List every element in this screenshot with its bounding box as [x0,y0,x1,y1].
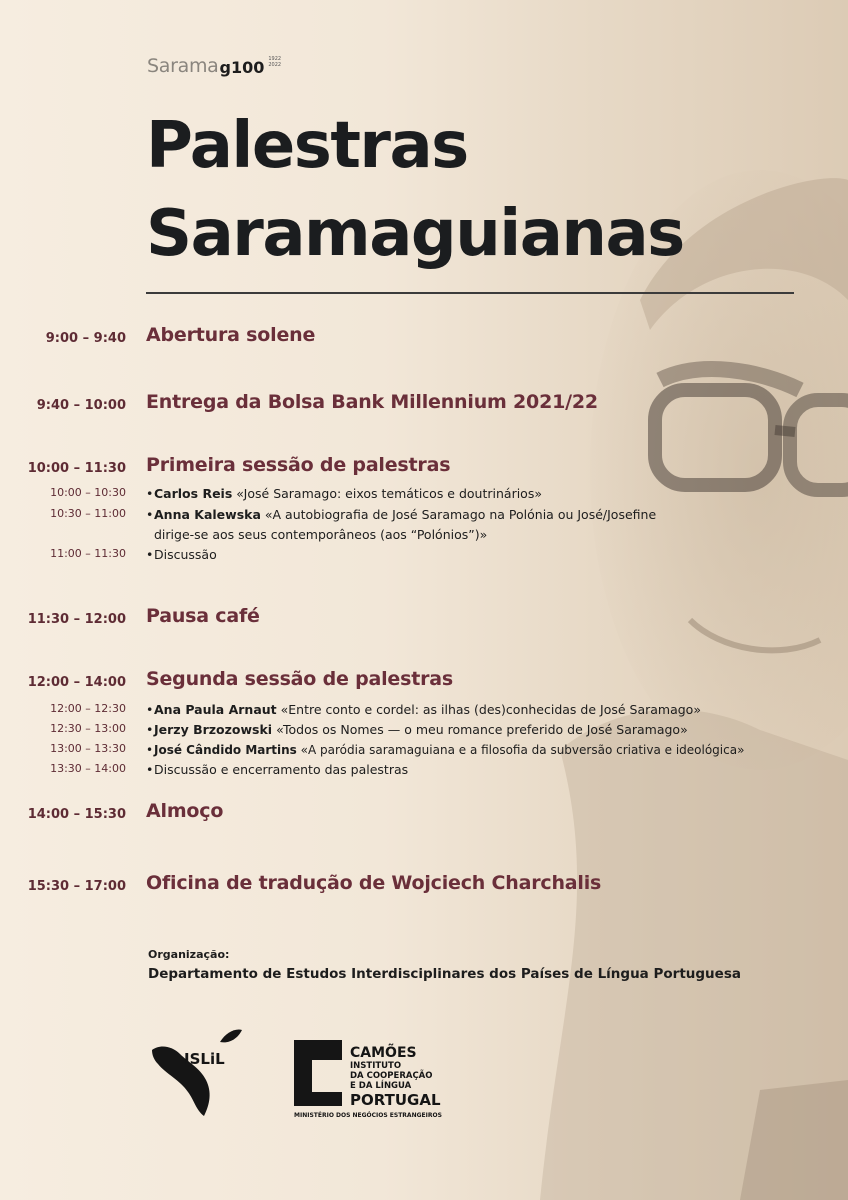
organization-label: Organização: [148,948,230,961]
page-title [146,102,796,278]
talk-text: •Jerzy Brzozowski «Todos os Nomes — o meu romance preferido de José Saramago» [146,722,688,737]
talk-text: •Discussão [146,547,217,562]
event-title: Pausa café [146,605,260,627]
event-title: Primeira sessão de palestras [146,454,451,476]
talk-time: 12:30 – 13:00 [50,722,126,735]
camoes-line-4: E DA LÍNGUA [350,1081,412,1091]
talk-time: 10:00 – 10:30 [50,486,126,499]
event-title: Almoço [146,800,224,822]
talk-time: 10:30 – 11:00 [50,507,126,520]
event-title: Segunda sessão de palestras [146,668,453,690]
event-time: 10:00 – 11:30 [27,461,126,476]
event-time: 12:00 – 14:00 [27,675,126,690]
talk-text: •Carlos Reis «José Saramago: eixos temáticos e doutrinários» [146,486,542,501]
event-title: Abertura solene [146,324,316,346]
title-line-2: Saramaguianas [146,197,684,271]
saramago-100-logo [147,55,281,77]
talk-text: •José Cândido Martins «A paródia saramaguiana e a filosofia da subversão criativa e ideológica» [146,743,745,757]
logo-years: 1922 2022 [268,56,282,68]
event-time: 14:00 – 15:30 [27,807,126,822]
camoes-logo [294,1040,454,1122]
camoes-line-6: MINISTÉRIO DOS NEGÓCIOS ESTRANGEIROS [294,1112,442,1119]
talk-text: •Ana Paula Arnaut «Entre conto e cordel: as ilhas (des)conhecidas de José Saramago» [146,702,701,717]
islil-logo-text: ISLiL [184,1050,225,1068]
talk-text: •Anna Kalewska «A autobiografia de José Saramago na Polónia ou José/Josefine dirige-se aos seus contemporâneos (aos “Polónios”)» [146,507,657,542]
title-divider [146,292,794,294]
camoes-line-1: CAMÕES [350,1045,417,1061]
islil-logo [150,1028,245,1120]
event-time: 9:40 – 10:00 [36,398,126,413]
organization-name: Departamento de Estudos Interdisciplinares dos Países de Língua Portuguesa [148,966,741,982]
talk-time: 13:00 – 13:30 [50,742,126,755]
event-time: 15:30 – 17:00 [27,879,126,894]
logo-word: Sarama [147,55,219,77]
logo-number: g100 [219,58,265,77]
talk-time: 12:00 – 12:30 [50,702,126,715]
event-time: 9:00 – 9:40 [45,331,126,346]
talk-time: 11:00 – 11:30 [50,547,126,560]
event-title: Oficina de tradução de Wojciech Charchalis [146,872,602,894]
title-line-1: Palestras [146,109,468,183]
camoes-line-2: INSTITUTO [350,1061,402,1071]
camoes-line-3: DA COOPERAÇÃO [350,1071,433,1081]
event-title: Entrega da Bolsa Bank Millennium 2021/22 [146,391,598,413]
event-time: 11:30 – 12:00 [27,612,126,627]
talk-text: •Discussão e encerramento das palestras [146,762,409,777]
talk-time: 13:30 – 14:00 [50,762,126,775]
camoes-line-5: PORTUGAL [350,1091,441,1109]
